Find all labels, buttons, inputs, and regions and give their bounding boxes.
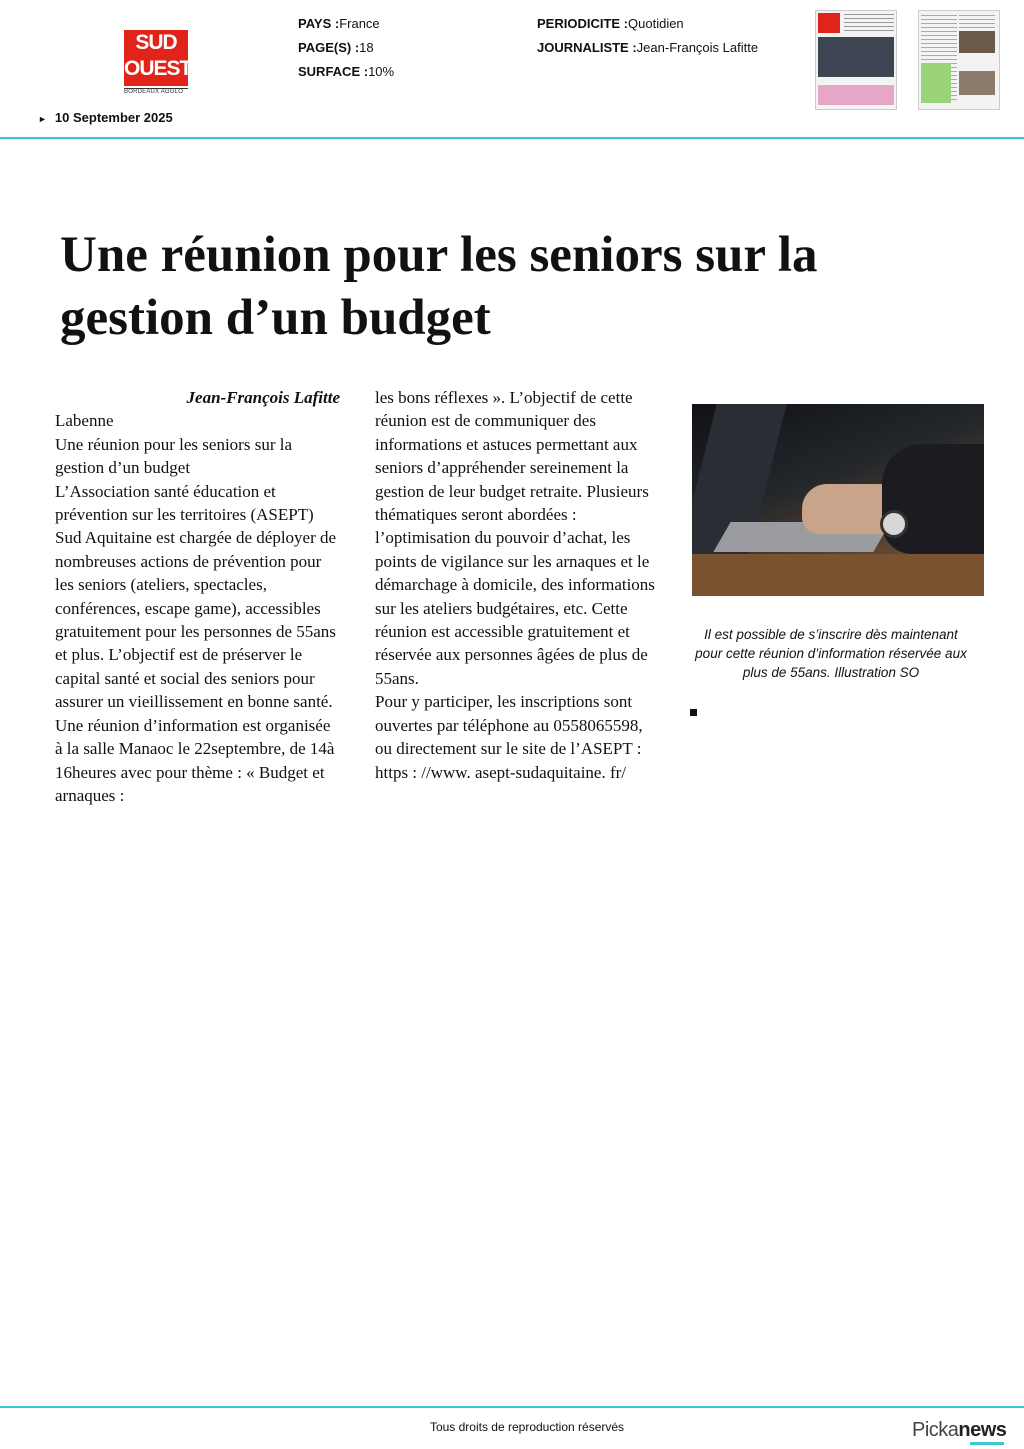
photo-caption: Il est possible de s’inscrire dès maintenant pour cette réunion d’information réservée aux plus de 55ans. Illustration SO (695, 627, 967, 681)
logo-line1: SUD (135, 31, 177, 54)
meta-journaliste: JOURNALISTE :Jean-François Lafitte (537, 40, 759, 55)
article-photo (692, 404, 984, 596)
sud-ouest-logo (124, 30, 192, 86)
article-column-2 (375, 386, 660, 784)
article-column-1 (55, 386, 340, 807)
header-divider (0, 137, 1024, 139)
paragraph: L’Association santé éducation et prévention sur les territoires (ASEPT) Sud Aquitaine est chargée de déployer de nombreuses actions de prévention pour les seniors (ateliers, spectacles, conférences, escape game), accessibles gratuitement pour les personnes de 55ans et plus. L’objectif est de préserver le capital santé et social des seniors pour assurer un vieillissement en bonne santé. (55, 481, 337, 712)
article-title: Une réunion pour les seniors sur la gestion d’un budget (60, 227, 818, 346)
publication-date: ► 10 September 2025 (38, 110, 173, 125)
meta-right (537, 12, 758, 60)
meta-surface: SURFACE :10% (298, 64, 395, 79)
paragraph: Pour y participer, les inscriptions sont ouvertes par téléphone au 0558065598, ou directement sur le site de l’ASEPT : https : //www. asept-sudaquitaine. fr/ (375, 692, 643, 782)
paragraph: les bons réflexes ». L’objectif de cette réunion est de communiquer des informations et astuces permettant aux seniors d’appréhender sereinement la gestion de leur budget retraite. Plusieurs thématiques seront abordées : l’optimisation du pouvoir d’achat, les points de vigilance sur les arnaques et le démarchage à domicile, des informations sur les ateliers budgétaires, etc. Cette réunion est accessible gratuitement et réservée aux personnes âgées de plus de 55ans. (375, 388, 655, 688)
rights-notice: Tous droits de reproduction réservés (429, 1420, 625, 1434)
front-page-thumbnail[interactable] (815, 10, 897, 110)
article-page-thumbnail[interactable] (918, 10, 1000, 110)
triangle-right-icon: ► (38, 114, 47, 124)
paragraph: Une réunion d’information est organisée à la salle Manaoc le 22septembre, de 14à 16heures avec pour thème : « Budget et arnaques : (55, 715, 335, 805)
meta-left (298, 12, 394, 84)
logo-line2: OUEST (124, 57, 192, 80)
footer-divider (0, 1406, 1024, 1408)
pickanews-logo: Pickanews (912, 1419, 1006, 1442)
meta-pays: PAYS :France (298, 16, 380, 31)
meta-pages: PAGE(S) :18 (298, 40, 374, 55)
article-byline: Jean-François Lafitte (186, 388, 340, 407)
watch-icon (880, 510, 908, 538)
end-of-article-mark (690, 709, 697, 716)
paragraph: Labenne (55, 411, 114, 431)
meta-periodicite: PERIODICITE :Quotidien (537, 16, 684, 31)
logo-subtitle: BORDEAUX AGGLO (124, 88, 188, 95)
paragraph: Une réunion pour les seniors sur la gestion d’un budget (55, 434, 293, 478)
